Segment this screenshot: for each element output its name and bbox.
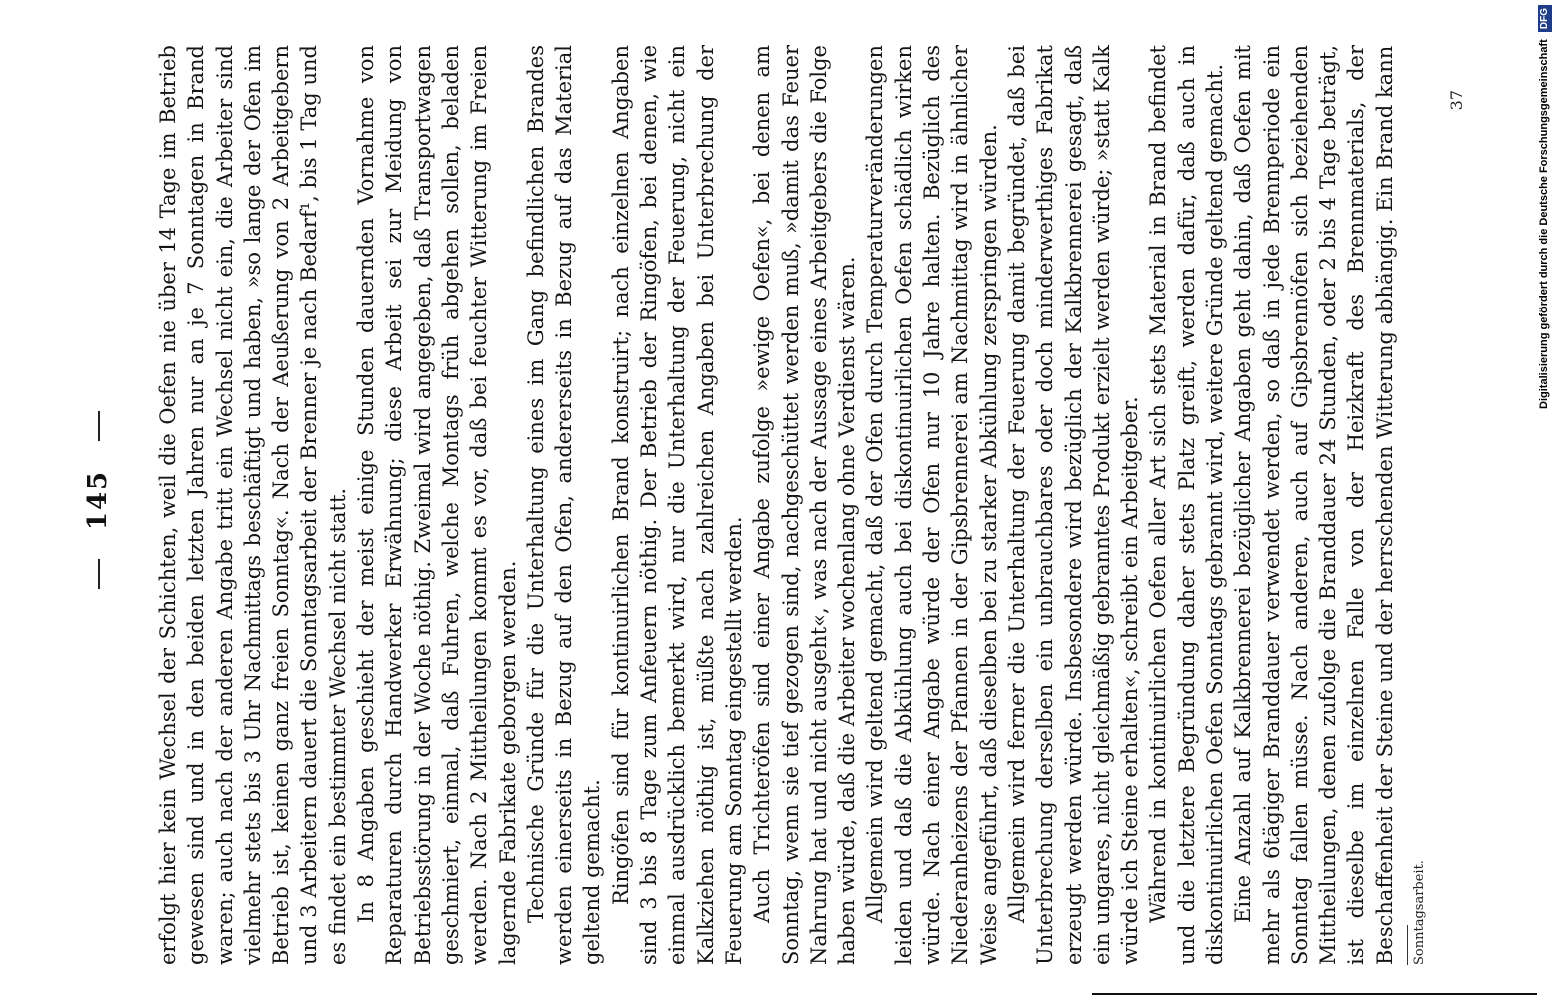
page-header — [83, 0, 113, 1000]
rotated-book-page — [57, 0, 1497, 1000]
body-text — [154, 45, 1399, 965]
paragraph: Allgemein wird geltend gemacht, daß der Ofen durch Temperaturveränderungen leiden und daß die Abkühlung auch bei diskontinuirlichen Oefen schädlich wirken würde. Nach einer Angabe würde der Ofen nur 10 Jahre halten. Bezüglich des Niederanheizens der Pfannen in der Gipsbrennerei am Nachmittag wird in ähnlicher Weise angeführt, daß dieselben bei zu starker Abkühlung zerspringen würden. — [862, 45, 1001, 965]
footnote-divider — [1407, 925, 1408, 965]
paragraph: Auch Trichteröfen sind einer Angabe zufolge »ewige Oefen«, bei denen am Sonntag, wenn sie tief gezogen sind, nachgeschüttet werden muß, »damit das Feuer Nahrung hat und nicht ausgeht«, was nach der Aussage eines Arbeitgebers die Folge haben würde, daß die Arbeiter wochenlang ohne Verdienst wären. — [749, 45, 859, 965]
dfg-logo: DFG — [1538, 5, 1552, 32]
page-number: 145 — [82, 469, 113, 531]
header-dash-right — [98, 411, 100, 441]
paragraph: Eine Anzahl auf Kalkbrennerei bezüglicher Angaben geht dahin, daß Oefen mit mehr als 6tägiger Branddauer verwendet werden, so daß in jede Brennperiode ein Sonntag fallen müsse. Nach anderen, auch auf Gipsbrennöfen sich beziehenden Mittheilungen, denen zufolge die Branddauer 24 Stunden, oder 2 bis 4 Tage beträgt, ist dieselbe im einzelnen Falle von der Heizkraft des Brennmaterials, der Beschaffenheit der Steine und der herrschenden Witterung abhängig. Ein Brand kann — [1230, 45, 1397, 965]
stamp-text: Digitalisierung gefördert durch die Deutsche Forschungsgemeinschaft — [1538, 39, 1550, 409]
footnote: Sonntagsarbeit. — [1411, 860, 1427, 965]
paragraph: Während in kontinuirlichen Oefen aller Art sich stets Material in Brand befindet und die letztere Begründung daher stets Platz greift, werden dafür, daß auch in diskontinuirlichen Oefen Sonntags gebrannt wird, weitere Gründe geltend gemacht. — [1145, 45, 1227, 965]
paragraph: Ringöfen sind für kontinuirlichen Brand konstruirt; nach einzelnen Angaben sind 3 bis 8 Tage zum Anfeuern nöthig. Der Betrieb der Ringöfen, bei denen, wie einmal ausdrücklich bemerkt wird, nur die Unterhaltung der Feuerung, nicht ein Kalkziehen nöthig ist, müßte nach zahlreichen Angaben bei Unterbrechung der Feuerung am Sonntag eingestellt werden. — [608, 45, 746, 965]
header-dash-left — [98, 559, 100, 589]
paragraph: Allgemein wird ferner die Unterhaltung der Feuerung damit begründet, daß bei Unterbrechung derselben ein unbrauchbares oder doch minderwerthiges Fabrikat erzeugt werden würde. Insbesondere wird bezüglich der Kalkbrennerei gesagt, daß ein ungares, nicht gleichmäßig gebranntes Produkt erzielt werden würde; »statt Kalk würde ich Steine erhalten«, schreibt ein Arbeitgeber. — [1004, 45, 1142, 965]
paragraph: Technische Gründe für die Unterhaltung eines im Gang befindlichen Brandes werden einerseits in Bezug auf den Ofen, andererseits in Bezug auf das Material geltend gemacht. — [523, 45, 604, 965]
stamp-text-container — [1535, 5, 1553, 725]
printer-signature: 37 — [1446, 90, 1466, 111]
digitization-stamp — [1535, 5, 1553, 725]
page-edge-line — [1092, 993, 1537, 995]
paragraph: erfolgt hier kein Wechsel der Schichten, weil die Oefen nie über 14 Tage im Betrieb gewesen sind und in den beiden letzten Jahren nur an je 7 Sonntagen in Brand waren; auch nach der anderen Angabe tritt ein Wechsel nicht ein, die Arbeiter sind vielmehr stets bis 3 Uhr Nachmittags beschäftigt und haben, »so lange der Ofen im Betrieb ist, keinen ganz freien Sonntag«. Nach der Aeußerung von 2 Arbeitgebern und 3 Arbeitern dauert die Sonntagsarbeit der Brenner je nach Bedarf¹, bis 1 Tag und es findet ein bestimmter Wechsel nicht statt. — [155, 45, 350, 965]
paragraph: In 8 Angaben geschieht der meist einige Stunden dauernden Vornahme von Reparaturen durch Handwerker Erwähnung; diese Arbeit sei zur Meidung von Betriebsstörung in der Woche nöthig. Zweimal wird angegeben, daß Transportwagen geschmiert, einmal, daß Fuhren, welche Montags früh abgehen sollen, beladen werden. Nach 2 Mittheilungen kommt es vor, daß bei feuchter Witterung im Freien lagernde Fabrikate geborgen werden. — [353, 45, 520, 965]
